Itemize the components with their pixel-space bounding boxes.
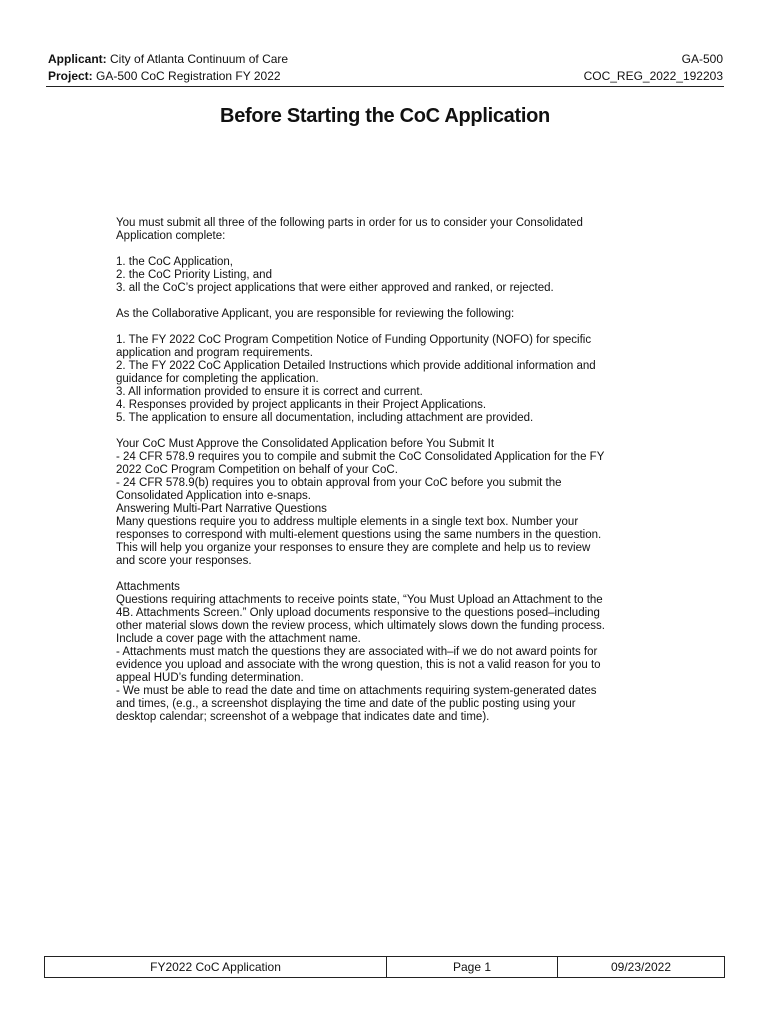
collab-intro: As the Collaborative Applicant, you are responsible for reviewing the following: <box>116 308 515 320</box>
footer-application: FY2022 CoC Application <box>45 957 387 977</box>
approval-section <box>116 438 658 568</box>
footer-table <box>44 956 725 978</box>
approval-line: - 24 CFR 578.9(b) requires you to obtain approval from your CoC before you submit the <box>116 477 562 489</box>
review-list-line: 4. Responses provided by project applicants in their Project Applications. <box>116 399 487 411</box>
footer-date: 09/23/2022 <box>610 960 672 974</box>
review-list-line: 5. The application to ensure all documentation, including attachment are provided. <box>116 412 534 424</box>
approval-line: Consolidated Application into e-snaps. <box>116 490 311 502</box>
approval-line: and score your responses. <box>116 555 252 567</box>
header-code: GA-500 <box>681 52 723 66</box>
review-list <box>116 334 658 425</box>
approval-line: Your CoC Must Approve the Consolidated Application before You Submit It <box>116 438 495 450</box>
project-value: GA-500 CoC Registration FY 2022 <box>96 69 281 83</box>
footer-page: Page 1 <box>387 957 558 977</box>
review-list-line: 3. All information provided to ensure it is correct and current. <box>116 386 423 398</box>
page-title: Before Starting the CoC Application <box>220 105 550 127</box>
attachments-line: 4B. Attachments Screen.” Only upload documents responsive to the questions posed–including <box>116 607 600 619</box>
applicant-value: City of Atlanta Continuum of Care <box>110 52 289 66</box>
attachments-line: - Attachments must match the questions they are associated with–if we do not award points for <box>116 646 598 658</box>
applicant-line <box>48 51 288 68</box>
review-list-line: 1. The FY 2022 CoC Program Competition Notice of Funding Opportunity (NOFO) for specific <box>116 334 592 346</box>
attachments-line: and times, (e.g., a screenshot displaying the time and date of the public posting using your <box>116 698 576 710</box>
parts-list-item: 3. all the CoC’s project applications that were either approved and ranked, or rejected. <box>116 282 554 294</box>
parts-list-item: 2. the CoC Priority Listing, and <box>116 269 272 281</box>
attachments-line: other material slows down the review process, which ultimately slows down the funding process. <box>116 620 605 632</box>
header-left <box>48 51 288 85</box>
attachments-line: Attachments <box>116 581 180 593</box>
approval-line: 2022 CoC Program Competition on behalf of your CoC. <box>116 464 398 476</box>
attachments-line: appeal HUD’s funding determination. <box>116 672 304 684</box>
attachments-line: desktop calendar; screenshot of a webpage that indicates date and time). <box>116 711 490 723</box>
approval-line: responses to correspond with multi-element questions using the same numbers in the question. <box>116 529 602 541</box>
review-list-line: application and program requirements. <box>116 347 313 359</box>
project-line <box>48 68 288 85</box>
attachments-line: evidence you upload and associate with the wrong question, this is not a valid reason for you to <box>116 659 601 671</box>
approval-line: This will help you organize your responses to ensure they are complete and help us to review <box>116 542 591 554</box>
header-divider <box>46 86 724 87</box>
review-list-line: guidance for completing the application. <box>116 373 319 385</box>
attachments-section <box>116 581 658 724</box>
header-right <box>584 51 723 85</box>
document-body <box>116 217 658 724</box>
intro-line: Application complete: <box>116 230 226 242</box>
parts-list-item: 1. the CoC Application, <box>116 256 233 268</box>
attachments-line: Questions requiring attachments to receive points state, “You Must Upload an Attachment to the <box>116 594 603 606</box>
attachments-line: - We must be able to read the date and time on attachments requiring system-generated dates <box>116 685 597 697</box>
approval-line: Many questions require you to address multiple elements in a single text box. Number your <box>116 516 579 528</box>
intro-line: You must submit all three of the following parts in order for us to consider your Consolidated <box>116 217 583 229</box>
registration-id: COC_REG_2022_192203 <box>583 69 723 83</box>
parts-list <box>116 256 658 295</box>
applicant-label: Applicant: <box>48 52 107 66</box>
attachments-line: Include a cover page with the attachment name. <box>116 633 361 645</box>
review-list-line: 2. The FY 2022 CoC Application Detailed Instructions which provide additional information and <box>116 360 596 372</box>
approval-line: - 24 CFR 578.9 requires you to compile and submit the CoC Consolidated Application for the FY <box>116 451 605 463</box>
project-label: Project: <box>48 69 93 83</box>
approval-line: Answering Multi-Part Narrative Questions <box>116 503 327 515</box>
